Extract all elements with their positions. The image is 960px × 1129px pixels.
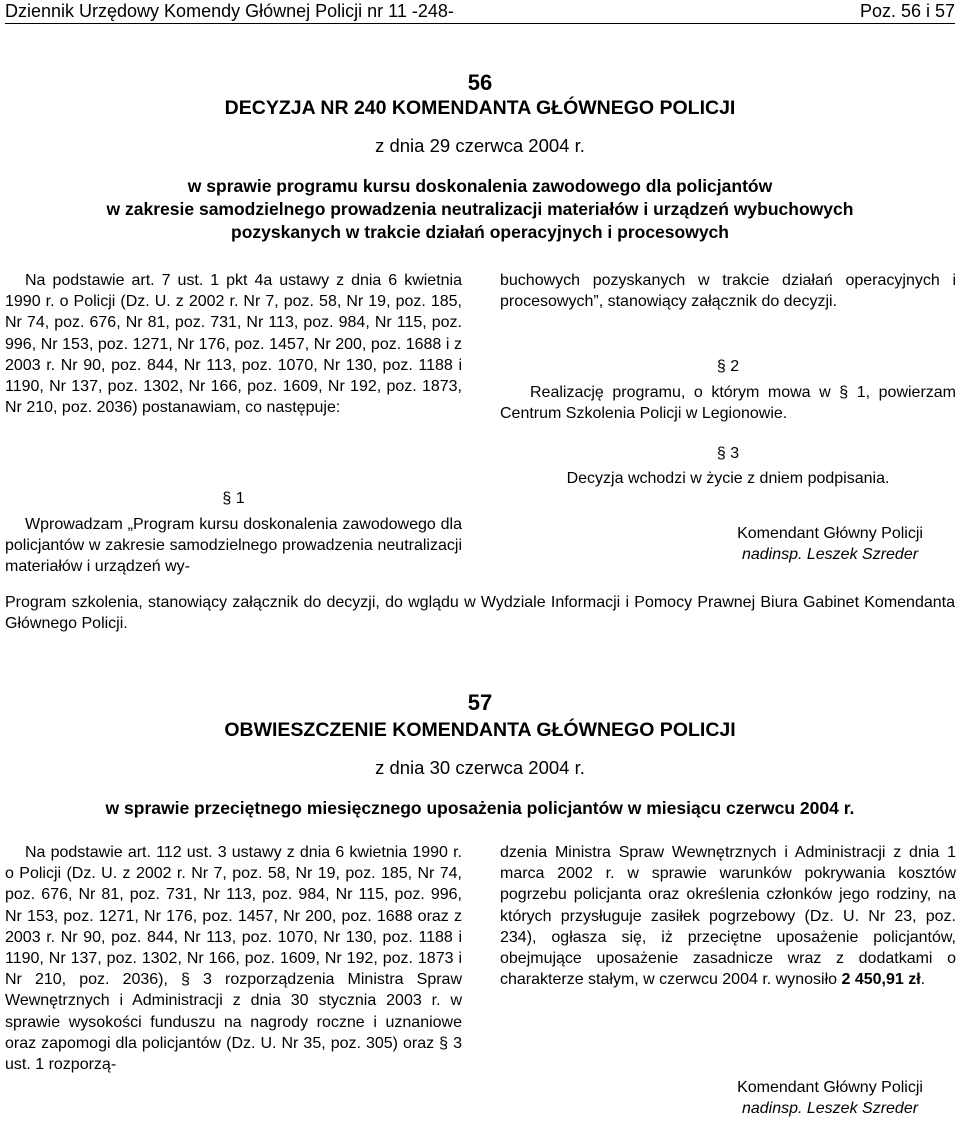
doc-56-section-3-heading: § 3 — [716, 445, 740, 462]
doc-57-number: 57 — [467, 690, 493, 715]
doc-57-signature — [700, 1077, 960, 1119]
doc-56-subject-line: pozyskanych w trakcie działań operacyjnych i procesowych — [231, 222, 729, 242]
doc-57-left-column — [5, 842, 462, 1075]
doc-56-signature — [700, 523, 960, 565]
doc-56-left-column — [5, 270, 462, 418]
doc-56-section-2-heading: § 2 — [716, 358, 740, 375]
doc-56-subject-line: w zakresie samodzielnego prowadzenia neutralizacji materiałów i urządzeń wybuchowych — [106, 199, 854, 219]
doc-57-amount-end: . — [920, 971, 926, 989]
doc-56-right-column — [500, 270, 956, 312]
doc-56-preamble: Na podstawie art. 7 ust. 1 pkt 4a ustawy z dnia 6 kwietnia 1990 r. o Policji (Dz. U. z 2002 r. Nr 7, poz. 58, Nr 19, poz. 185, Nr 74, poz. 676, Nr 81, poz. 731, Nr 113, poz. 984, Nr 115, poz. 996, Nr 153, poz. 1271, Nr 176, poz. 1457, Nr 200, poz. 1688 i z 2003 r. Nr 90, poz. 844, Nr 113, poz. 1070, Nr 130, poz. 1188 i 1190, Nr 137, poz. 1302, Nr 166, poz. 1609, Nr 192, poz. 1873, Nr 210, poz. 2036) postanawiam, co następuje: — [5, 272, 462, 417]
doc-56-section-1-body: Wprowadzam „Program kursu doskonalenia zawodowego dla policjantów w zakresie samodzielnego prowadzenia neutralizacji materiałów i urządzeń wy- — [5, 516, 462, 576]
doc-56-section-1-text — [5, 514, 462, 578]
doc-56-section-1-continuation: buchowych pozyskanych w trakcie działań operacyjnych i procesowych”, stanowiący załącznik do decyzji. — [500, 272, 956, 311]
doc-56-title: DECYZJA NR 240 KOMENDANTA GŁÓWNEGO POLICJI — [224, 97, 736, 119]
doc-56-signature-title: Komendant Główny Policji — [737, 525, 923, 542]
doc-57-amount: 2 450,91 zł — [841, 971, 921, 989]
doc-56-date: z dnia 29 czerwca 2004 r. — [375, 135, 585, 156]
doc-56-section-2-text — [500, 382, 956, 424]
doc-56-signature-name: nadinsp. Leszek Szreder — [741, 546, 919, 563]
doc-57-signature-title: Komendant Główny Policji — [737, 1079, 923, 1096]
doc-57-date: z dnia 30 czerwca 2004 r. — [375, 757, 585, 778]
doc-57-announcement-text: dzenia Ministra Spraw Wewnętrznych i Administracji z dnia 1 marca 2002 r. w sprawie warunków pokrywania kosztów pogrzebu policjanta oraz określenia członków jego rodziny, na których przysługuje zasiłek pogrzebowy (Dz. U. Nr 23, poz. 234), ogłasza się, iż przeciętne uposażenie policjantów, obejmujące uposażenie zasadnicze wraz z dodatkami o charakterze stałym, w czerwcu 2004 r. wynosiło — [500, 844, 956, 989]
doc-56-note: Program szkolenia, stanowiący załącznik do decyzji, do wglądu w Wydziale Informacji i Pomocy Prawnej Biura Gabinet Komendanta Głównego Policji. — [5, 594, 955, 632]
doc-56-section-3-text: Decyzja wchodzi w życie z dniem podpisania. — [566, 470, 890, 487]
position-reference: Poz. 56 i 57 — [859, 1, 955, 21]
page-header — [5, 0, 955, 24]
doc-57-subject: w sprawie przeciętnego miesięcznego uposażenia policjantów w miesiącu czerwcu 2004 r. — [105, 798, 855, 818]
header-divider — [5, 23, 955, 24]
doc-56-subject — [0, 175, 960, 244]
doc-57-title: OBWIESZCZENIE KOMENDANTA GŁÓWNEGO POLICJI — [224, 719, 736, 741]
doc-56-subject-line: w sprawie programu kursu doskonalenia zawodowego dla policjantów — [187, 176, 773, 196]
doc-57-right-column — [500, 842, 956, 990]
doc-56-number: 56 — [467, 70, 493, 95]
doc-57-preamble: Na podstawie art. 112 ust. 3 ustawy z dnia 6 kwietnia 1990 r. o Policji (Dz. U. z 2002 r. Nr 7, poz. 58, Nr 19, poz. 185, Nr 74, poz. 676, Nr 81, poz. 731, Nr 113, poz. 984, Nr 115, poz. 996, Nr 153, poz. 1271, Nr 176, poz. 1457, Nr 200, poz. 1688 oraz z 2003 r. Nr 90, poz. 844, Nr 113, poz. 1070, Nr 130, poz. 1188 i 1190, Nr 137, poz. 1302, Nr 166, poz. 1609, Nr 192, poz. 1873 i Nr 210, poz. 2036), § 3 rozporządzenia Ministra Spraw Wewnętrznych i Administracji z dnia 30 stycznia 2003 r. w sprawie wysokości funduszu na nagrody roczne i uznaniowe oraz zapomogi dla policjantów (Dz. U. Nr 35, poz. 305) oraz § 3 ust. 1 rozporzą- — [5, 844, 462, 1074]
doc-56-section-1-heading: § 1 — [222, 490, 245, 507]
doc-57-signature-name: nadinsp. Leszek Szreder — [741, 1100, 919, 1117]
doc-57-announcement — [500, 842, 956, 990]
journal-title: Dziennik Urzędowy Komendy Głównej Policji nr 11 -248- — [5, 1, 454, 21]
doc-56-section-2-body: Realizację programu, o którym mowa w § 1, powierzam Centrum Szkolenia Policji w Legionowie. — [500, 384, 956, 423]
